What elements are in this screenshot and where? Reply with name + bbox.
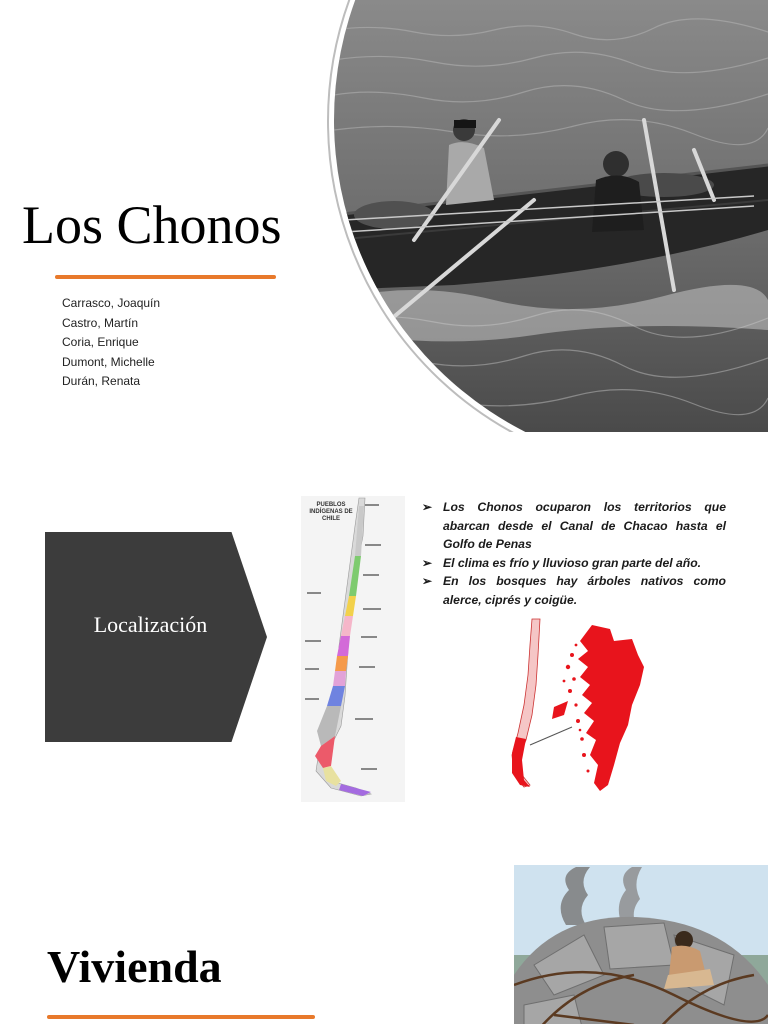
author-name: Durán, Renata [62, 374, 141, 388]
title-underline [47, 1015, 315, 1019]
chonos-territory-map [510, 615, 650, 795]
hut-illustration [514, 865, 768, 1024]
title-slide [0, 0, 768, 432]
housing-slide [0, 834, 768, 1024]
location-slide [0, 447, 768, 812]
chile-map-image [301, 496, 405, 802]
arrow-bullet-icon: ➢ [422, 555, 433, 570]
bullet-item: ➢ El clima es frío y lluvioso gran parte del año. [420, 554, 726, 573]
author-name: Castro, Martín [62, 315, 139, 330]
author-name: Dumont, Michelle [62, 354, 155, 369]
map-title: PUEBLOS INDÍGENAS DE CHILE [309, 502, 353, 522]
indigenous-peoples-map [301, 496, 405, 802]
bullet-item: ➢ En los bosques hay árboles nativos como alerce, ciprés y coigüe. [422, 574, 726, 607]
presentation-title: Los Chonos [22, 195, 282, 255]
author-list [62, 294, 160, 392]
author-name: Carrasco, Joaquín [62, 296, 161, 310]
title-underline [55, 275, 276, 279]
section-label: Localización [93, 612, 208, 637]
bullet-item: ➢ Los Chonos ocuparon los territorios que abarcan desde el Canal de Chacao hasta el Golfo de Penas [422, 500, 726, 551]
arrow-bullet-icon: ➢ [422, 574, 433, 588]
section-title: Vivienda [47, 941, 222, 992]
arrow-bullet-icon: ➢ [422, 500, 433, 514]
hut-illustration-image [514, 865, 768, 1024]
location-bullets [420, 498, 726, 609]
author-name: Coria, Enrique [62, 335, 139, 349]
